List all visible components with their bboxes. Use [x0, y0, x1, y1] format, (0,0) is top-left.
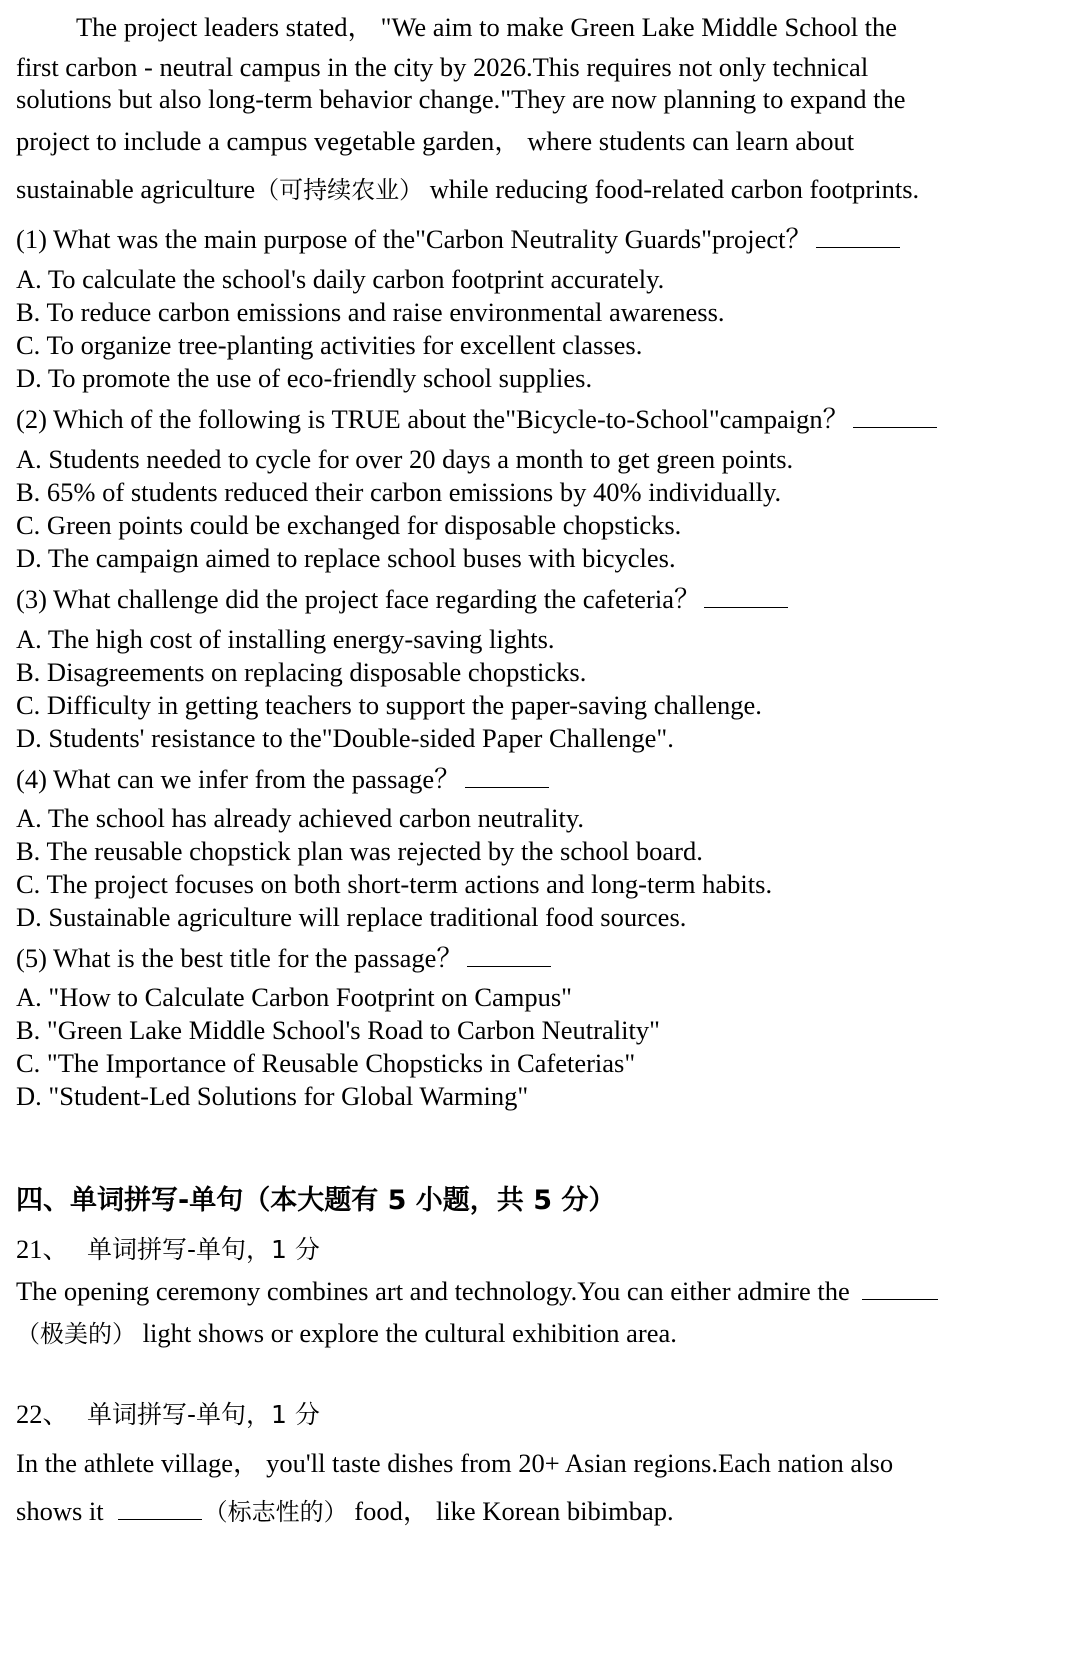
answer-blank[interactable]: [862, 1279, 938, 1300]
passage-line: [16, 172, 919, 207]
question-sentence: In the athlete village， you'll taste dishes from 20+ Asian regions.Each nation also: [16, 1448, 894, 1478]
answer-option: A. "How to Calculate Carbon Footprint on Campus": [16, 982, 572, 1012]
answer-option: C. Difficulty in getting teachers to support the paper-saving challenge.: [16, 690, 762, 720]
question-stem: (3) What challenge did the project face regarding the cafeteria？: [16, 582, 788, 616]
answer-option: A. Students needed to cycle for over 20 days a month to get green points.: [16, 444, 794, 474]
chinese-hint: （标志性的）: [203, 1498, 348, 1526]
answer-option: D. The campaign aimed to replace school buses with bicycles.: [16, 543, 676, 573]
question-number: 21、: [16, 1234, 69, 1264]
passage-text: while reducing food-related carbon footprints.: [423, 174, 920, 204]
answer-blank[interactable]: [816, 227, 900, 248]
question-sentence: The opening ceremony combines art and technology.You can either admire the: [16, 1274, 938, 1308]
answer-option: B. Disagreements on replacing disposable chopsticks.: [16, 657, 587, 687]
passage-line: first carbon - neutral campus in the city by 2026.This requires not only technical: [16, 52, 869, 82]
answer-blank[interactable]: [467, 946, 551, 967]
answer-blank[interactable]: [853, 407, 937, 428]
answer-option: A. To calculate the school's daily carbon footprint accurately.: [16, 264, 665, 294]
question-stem: (4) What can we infer from the passage？: [16, 762, 549, 796]
question-header: [16, 1397, 320, 1432]
answer-option: D. To promote the use of eco-friendly school supplies.: [16, 363, 593, 393]
answer-blank[interactable]: [704, 587, 788, 608]
answer-option: B. The reusable chopstick plan was rejected by the school board.: [16, 836, 703, 866]
answer-option: D. Sustainable agriculture will replace traditional food sources.: [16, 902, 687, 932]
answer-option: D. "Student-Led Solutions for Global Warming": [16, 1081, 529, 1111]
passage-line: The project leaders stated， "We aim to make Green Lake Middle School the: [76, 12, 898, 42]
answer-option: B. 65% of students reduced their carbon emissions by 40% individually.: [16, 477, 782, 507]
question-sentence: （极美的） light shows or explore the cultural exhibition area.: [16, 1318, 677, 1348]
answer-option: D. Students' resistance to the"Double-sided Paper Challenge".: [16, 723, 674, 753]
question-type-tag: 单词拼写-单句，1 分: [87, 1400, 320, 1429]
answer-option: A. The high cost of installing energy-saving lights.: [16, 624, 555, 654]
question-number: 22、: [16, 1399, 69, 1429]
chinese-gloss: （可持续农业）: [255, 176, 424, 204]
passage-line: solutions but also long-term behavior change."They are now planning to expand the: [16, 84, 906, 114]
answer-option: A. The school has already achieved carbon neutrality.: [16, 803, 585, 833]
passage-line: project to include a campus vegetable garden， where students can learn about: [16, 126, 855, 156]
question-sentence: shows it （标志性的） food， like Korean bibimbap.: [16, 1496, 674, 1526]
answer-option: C. The project focuses on both short-term actions and long-term habits.: [16, 869, 773, 899]
question-stem: (2) Which of the following is TRUE about the"Bicycle-to-School"campaign？: [16, 402, 937, 436]
question-header: [16, 1232, 320, 1267]
question-type-tag: 单词拼写-单句，1 分: [87, 1235, 320, 1264]
chinese-hint: （极美的）: [16, 1320, 136, 1348]
answer-blank[interactable]: [465, 767, 549, 788]
answer-blank[interactable]: [118, 1499, 202, 1520]
question-stem: (1) What was the main purpose of the"Carbon Neutrality Guards"project？: [16, 222, 900, 256]
answer-option: C. "The Importance of Reusable Chopsticks in Cafeterias": [16, 1048, 636, 1078]
answer-option: B. To reduce carbon emissions and raise environmental awareness.: [16, 297, 725, 327]
question-stem: (5) What is the best title for the passage？: [16, 941, 551, 975]
section-heading: 四、单词拼写-单句（本大题有 5 小题，共 5 分）: [16, 1185, 616, 1216]
passage-text: sustainable agriculture: [16, 174, 256, 204]
answer-option: C. To organize tree-planting activities for excellent classes.: [16, 330, 643, 360]
answer-option: B. "Green Lake Middle School's Road to Carbon Neutrality": [16, 1015, 660, 1045]
answer-option: C. Green points could be exchanged for disposable chopsticks.: [16, 510, 682, 540]
